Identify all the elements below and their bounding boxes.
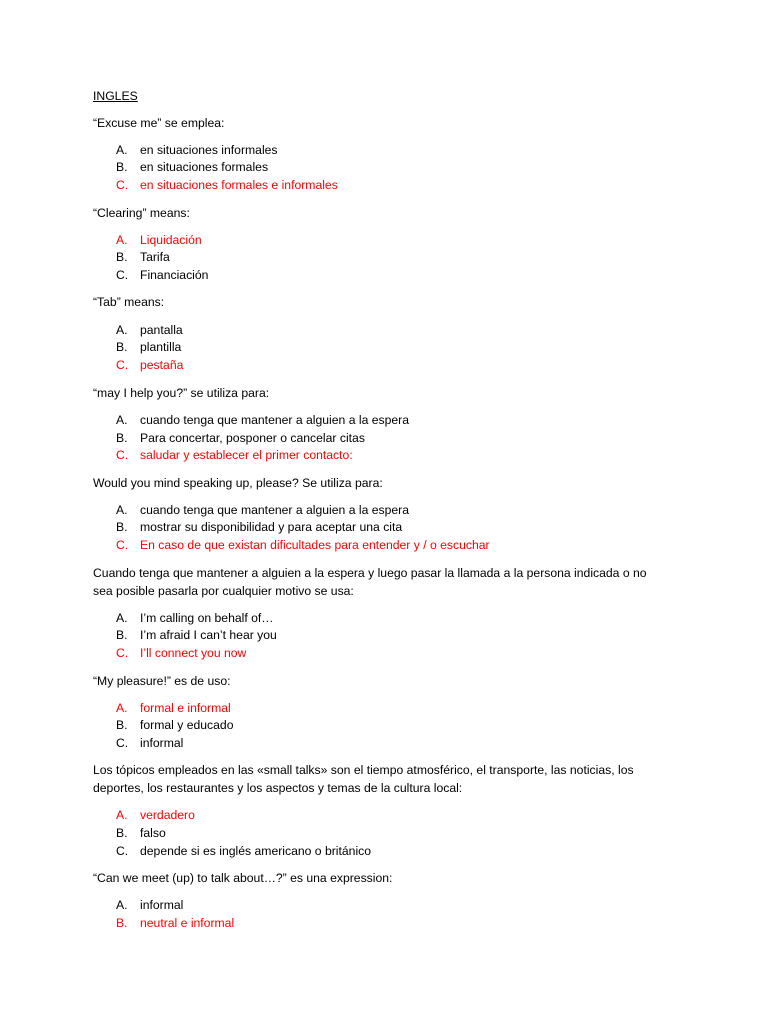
question-6-line-1: Cuando tenga que mantener a alguien a la espera y luego pasar la llamada a la persona indicada o no [93, 566, 647, 580]
question-5: Would you mind speaking up, please? Se utiliza para: [93, 476, 383, 490]
option-text: en situaciones formales e informales [140, 178, 338, 192]
option-letter: C. [116, 538, 129, 552]
option-letter: A. [116, 701, 128, 715]
question-8-line-2: deportes, los restaurantes y los aspectos y temas de la cultura local: [93, 781, 463, 795]
option-letter: B. [116, 250, 128, 264]
question-2: “Clearing” means: [93, 206, 190, 220]
option-letter: A. [116, 808, 128, 822]
option-letter: C. [116, 646, 129, 660]
option-letter: C. [116, 178, 129, 192]
question-3: “Tab” means: [93, 295, 165, 309]
question-8-line-1: Los tópicos empleados en las «small talks» son el tiempo atmosférico, el transporte, las noticias, los [93, 763, 634, 777]
option-text: formal e informal [140, 701, 231, 715]
option-text: mostrar su disponibilidad y para aceptar una cita [140, 520, 403, 534]
option-text: I’ll connect you now [140, 646, 247, 660]
option-letter: B. [116, 916, 128, 930]
option-text: plantilla [140, 340, 182, 354]
option-letter: A. [116, 143, 128, 157]
option-letter: C. [116, 268, 129, 282]
question-1: “Excuse me” se emplea: [93, 116, 225, 130]
option-text: depende si es inglés americano o británico [140, 844, 372, 858]
option-text: informal [140, 898, 184, 912]
option-letter: A. [116, 898, 128, 912]
option-letter: C. [116, 358, 129, 372]
option-text: informal [140, 736, 184, 750]
option-letter: B. [116, 160, 128, 174]
option-letter: A. [116, 323, 128, 337]
option-text: pestaña [140, 358, 184, 372]
option-letter: B. [116, 520, 128, 534]
option-text: verdadero [140, 808, 195, 822]
option-letter: B. [116, 718, 128, 732]
option-text: Liquidación [140, 233, 202, 247]
option-letter: A. [116, 233, 128, 247]
question-9: “Can we meet (up) to talk about…?” es una expression: [93, 871, 393, 885]
option-text: saludar y establecer el primer contacto: [140, 448, 353, 462]
option-text: cuando tenga que mantener a alguien a la espera [140, 413, 410, 427]
option-letter: A. [116, 611, 128, 625]
option-text: pantalla [140, 323, 183, 337]
option-text: En caso de que existan dificultades para entender y / o escuchar [140, 538, 490, 552]
option-text: en situaciones formales [140, 160, 269, 174]
option-text: formal y educado [140, 718, 234, 732]
question-6-line-2: sea posible pasarla por cualquier motivo se usa: [93, 584, 354, 598]
option-text: Para concertar, posponer o cancelar citas [140, 431, 365, 445]
option-text: I’m afraid I can’t hear you [140, 628, 277, 642]
document-title: INGLES [93, 89, 138, 103]
option-letter: A. [116, 503, 128, 517]
option-text: Financiación [140, 268, 209, 282]
option-letter: C. [116, 844, 129, 858]
option-text: I’m calling on behalf of… [140, 611, 274, 625]
option-letter: B. [116, 340, 128, 354]
option-text: Tarifa [140, 250, 170, 264]
question-7: “My pleasure!” es de uso: [93, 674, 231, 688]
option-text: cuando tenga que mantener a alguien a la espera [140, 503, 410, 517]
option-letter: B. [116, 431, 128, 445]
question-4: “may I help you?” se utiliza para: [93, 386, 270, 400]
option-letter: B. [116, 628, 128, 642]
option-text: en situaciones informales [140, 143, 278, 157]
option-letter: C. [116, 736, 129, 750]
option-letter: C. [116, 448, 129, 462]
option-text: neutral e informal [140, 916, 235, 930]
option-letter: B. [116, 826, 128, 840]
option-text: falso [140, 826, 166, 840]
option-letter: A. [116, 413, 128, 427]
